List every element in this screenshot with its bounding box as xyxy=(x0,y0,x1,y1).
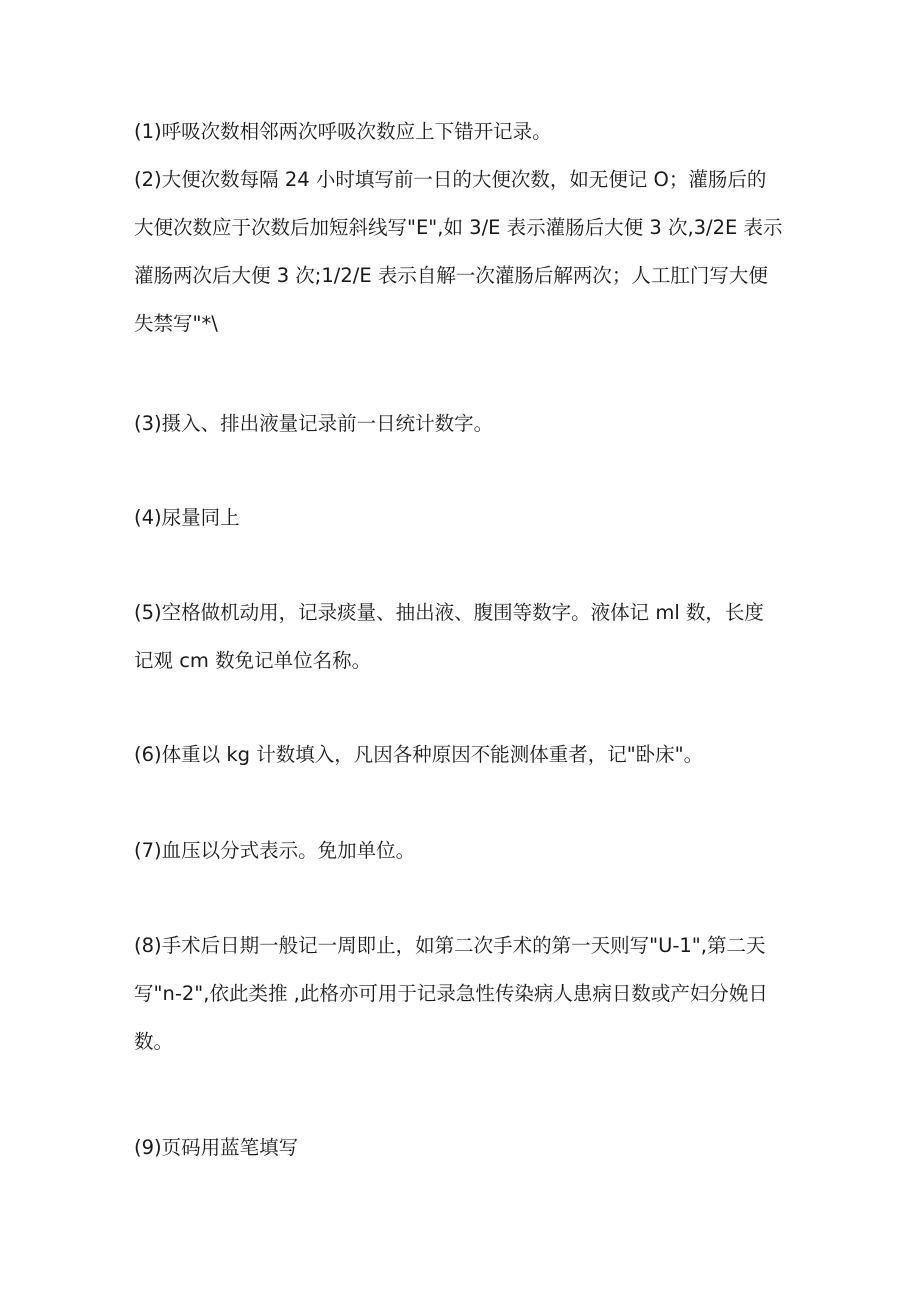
paragraph-line: (8)手术后日期一般记一周即止，如第二次手术的第一天则写"U-1",第二天 xyxy=(134,934,766,957)
paragraph-line: 大便次数应于次数后加短斜线写"E",如 3/E 表示灌肠后大便 3 次,3/2E 表示 xyxy=(134,216,783,239)
paragraph-line: 记观 cm 数免记单位名称。 xyxy=(134,649,372,672)
paragraph-item-1 xyxy=(134,108,794,156)
paragraph-line: (4)尿量同上 xyxy=(134,506,240,529)
paragraph-line: 灌肠两次后大便 3 次;1/2/E 表示自解一次灌肠后解两次；人工肛门写大便 xyxy=(134,264,768,287)
paragraph-line: (3)摄入、排出液量记录前一日统计数字。 xyxy=(134,412,494,435)
paragraph-item-9 xyxy=(134,1124,794,1172)
paragraph-item-7 xyxy=(134,827,794,875)
paragraph-line: 数。 xyxy=(134,1030,174,1053)
paragraph-item-5 xyxy=(134,589,794,685)
paragraph-item-2 xyxy=(134,156,794,348)
paragraph-item-8 xyxy=(134,922,794,1066)
paragraph-line: (5)空格做机动用，记录痰量、抽出液、腹围等数字。液体记 ml 数，长度 xyxy=(134,601,764,624)
paragraph-line: (9)页码用蓝笔填写 xyxy=(134,1136,299,1159)
paragraph-item-3 xyxy=(134,400,794,448)
paragraph-line: (6)体重以 kg 计数填入，凡因各种原因不能测体重者，记"卧床"。 xyxy=(134,743,704,766)
paragraph-line: 失禁写"*\ xyxy=(134,312,218,335)
paragraph-line: 写"n-2",依此类推 ,此格亦可用于记录急性传染病人患病日数或产妇分娩日 xyxy=(134,982,768,1005)
paragraph-line: (1)呼吸次数相邻两次呼吸次数应上下错开记录。 xyxy=(134,120,552,143)
paragraph-item-4 xyxy=(134,494,794,542)
paragraph-line: (7)血压以分式表示。免加单位。 xyxy=(134,839,416,862)
paragraph-item-6 xyxy=(134,731,794,779)
paragraph-line: (2)大便次数每隔 24 小时填写前一日的大便次数，如无便记 O；灌肠后的 xyxy=(134,168,767,191)
